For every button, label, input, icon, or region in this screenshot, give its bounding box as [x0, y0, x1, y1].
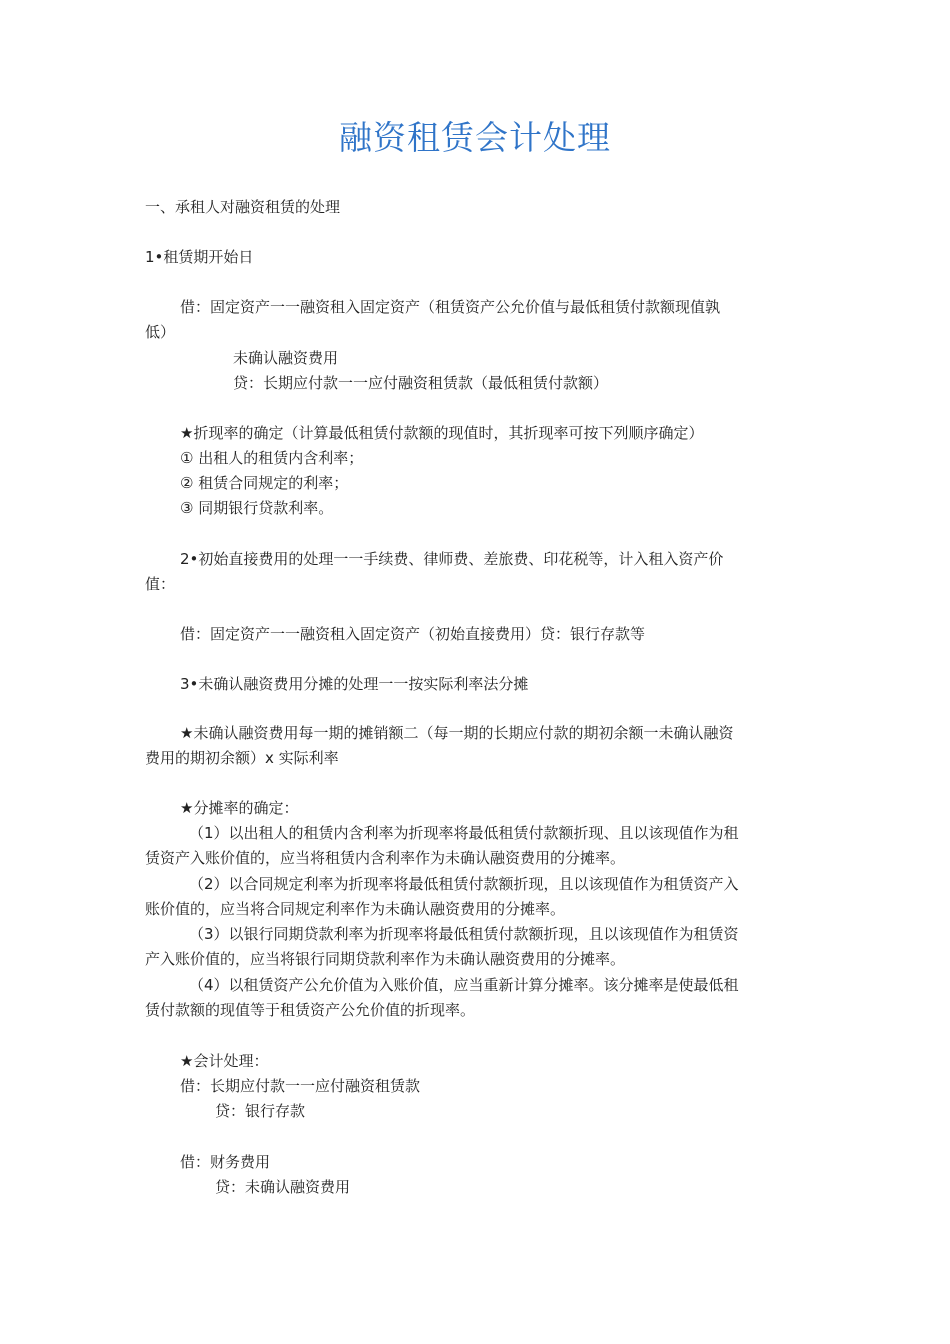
amortization-line2: 费用的期初余额）x 实际利率	[145, 749, 339, 767]
rate-line: 赁付款额的现值等于租赁资产公允价值的折现率。	[145, 1001, 476, 1019]
rate-line: 账价值的，应当将合同规定利率作为未确认融资费用的分摊率。	[145, 900, 566, 918]
accounting-entry2-credit: 贷：未确认融资费用	[215, 1178, 351, 1196]
entry1-debit-line1: 借：固定资产一一融资租入固定资产（租赁资产公允价值与最低租赁付款额现值孰	[180, 298, 721, 316]
discount-item: ① 出租人的租赁内含利率；	[180, 449, 364, 467]
rate-line: （3）以银行同期贷款利率为折现率将最低租赁付款额折现，且以该现值作为租赁资	[189, 925, 739, 943]
item2-line2: 值：	[145, 575, 176, 593]
accounting-entry2-debit: 借：财务费用	[180, 1153, 271, 1171]
rate-line: （4）以租赁资产公允价值为入账价值，应当重新计算分摊率。该分摊率是使最低租	[189, 976, 739, 994]
accounting-entry1-debit: 借：长期应付款一一应付融资租赁款	[180, 1077, 421, 1095]
item3-heading: 3•未确认融资费用分摊的处理一一按实际利率法分摊	[180, 675, 529, 693]
accounting-entry1-credit: 贷：银行存款	[215, 1102, 306, 1120]
discount-item: ② 租赁合同规定的利率；	[180, 474, 349, 492]
rate-line: （1）以出租人的租赁内含利率为折现率将最低租赁付款额折现、且以该现值作为租	[189, 824, 739, 842]
item1-heading: 1•租赁期开始日	[145, 248, 254, 266]
section-heading: 一、承租人对融资租赁的处理	[145, 198, 341, 216]
rate-line: （2）以合同规定利率为折现率将最低租赁付款额折现，且以该现值作为租赁资产入	[189, 875, 739, 893]
entry2: 借：固定资产一一融资租入固定资产（初始直接费用）贷：银行存款等	[180, 625, 646, 643]
discount-heading: ★折现率的确定（计算最低租赁付款额的现值时，其折现率可按下列顺序确定）	[180, 424, 704, 442]
rate-line: 产入账价值的，应当将银行同期贷款利率作为未确认融资费用的分摊率。	[145, 950, 626, 968]
accounting-heading: ★会计处理：	[180, 1052, 269, 1070]
document-title: 融资租赁会计处理	[339, 118, 611, 157]
entry1-debit-line2: 低）	[145, 323, 176, 341]
amortization-line1: ★未确认融资费用每一期的摊销额二（每一期的长期应付款的期初余额一未确认融资	[180, 724, 734, 742]
entry1-debit2: 未确认融资费用	[233, 349, 339, 367]
rate-heading: ★分摊率的确定：	[180, 799, 299, 817]
discount-item: ③ 同期银行贷款利率。	[180, 499, 334, 517]
entry1-credit: 贷：长期应付款一一应付融资租赁款（最低租赁付款额）	[233, 374, 609, 392]
rate-line: 赁资产入账价值的，应当将租赁内含利率作为未确认融资费用的分摊率。	[145, 849, 626, 867]
item2-line1: 2•初始直接费用的处理一一手续费、律师费、差旅费、印花税等，计入租入资产价	[180, 550, 724, 568]
